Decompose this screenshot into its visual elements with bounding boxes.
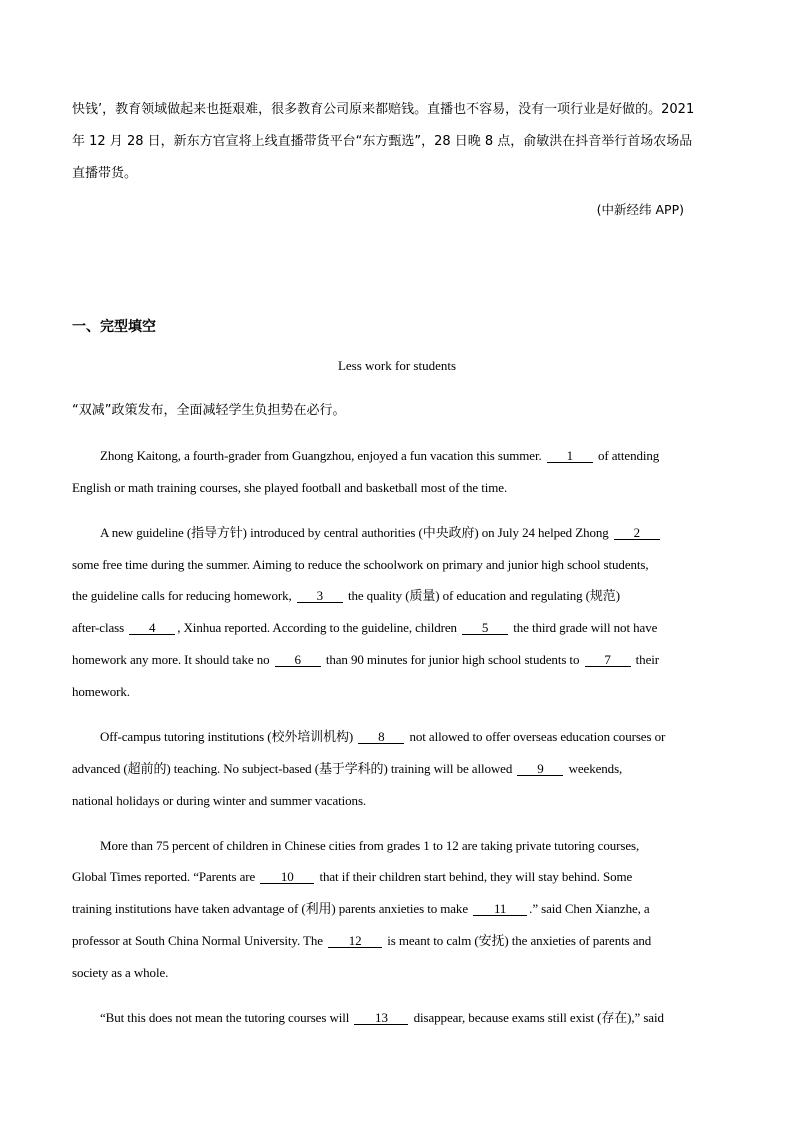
source-attribution: (中新经纬 APP) [596, 202, 684, 217]
blank-13: 13 [354, 1011, 408, 1025]
blank-7: 7 [585, 653, 631, 667]
p4-line-2: Global Times reported. “Parents are 10 that if their children start behind, they will stay behind. Some [72, 869, 633, 884]
p3-line-2: advanced (超前的) teaching. No subject-based (基于学科的) training will be allowed 9 weekends, [72, 761, 623, 776]
p2-line-5: homework any more. It should take no 6 than 90 minutes for junior high school students to 7 their [72, 652, 659, 667]
p1-line-2: English or math training courses, she played football and basketball most of the time. [72, 480, 508, 495]
blank-8: 8 [358, 730, 404, 744]
blank-3: 3 [297, 589, 343, 603]
p4-line-1: More than 75 percent of children in Chinese cities from grades 1 to 12 are taking private tutoring courses, [100, 838, 640, 853]
blank-2: 2 [614, 526, 660, 540]
p4-line-5: society as a whole. [72, 965, 169, 980]
blank-1: 1 [547, 449, 593, 463]
p2-line-4: after-class 4 , Xinhua reported. According to the guideline, children 5 the third grade will not have [72, 620, 658, 635]
p4-line-3: training institutions have taken advantage of (利用) parents anxieties to make 11 .” said Chen Xianzhe, a [72, 901, 650, 916]
passage-title: Less work for students [337, 358, 457, 373]
top-paragraph-line-3: 直播带货。 [72, 166, 138, 181]
blank-9: 9 [517, 762, 563, 776]
p3-line-3: national holidays or during winter and summer vacations. [72, 793, 367, 808]
p2-line-3: the guideline calls for reducing homework, 3 the quality (质量) of education and regulating (规范) [72, 588, 620, 603]
p4-line-4: professor at South China Normal University. The 12 is meant to calm (安抚) the anxieties of parents and [72, 933, 652, 948]
blank-6: 6 [275, 653, 321, 667]
p5-line-1: “But this does not mean the tutoring courses will 13 disappear, because exams still exist (存在),” said [100, 1010, 664, 1025]
p2-line-2: some free time during the summer. Aiming to reduce the schoolwork on primary and junior high school students, [72, 557, 649, 572]
blank-11: 11 [473, 902, 527, 916]
top-paragraph-line-1: 快钱’，教育领域做起来也挺艰难，很多教育公司原来都赔钱。直播也不容易，没有一项行业是好做的。2021 [72, 102, 695, 117]
section-heading: 一、完型填空 [72, 319, 156, 335]
passage-intro: “双减”政策发布，全面减轻学生负担势在必行。 [72, 403, 346, 418]
blank-4: 4 [129, 621, 175, 635]
p2-line-1: A new guideline (指导方针) introduced by central authorities (中央政府) on July 24 helped Zhong 2 [100, 525, 662, 541]
blank-5: 5 [462, 621, 508, 635]
top-paragraph-line-2: 年 12 月 28 日，新东方官宣将上线直播带货平台“东方甄选”，28 日晚 8 点，俞敏洪在抖音举行首场农场品 [72, 134, 693, 149]
p3-line-1: Off-campus tutoring institutions (校外培训机构) 8 not allowed to offer overseas education courses or [100, 729, 666, 744]
p2-line-6: homework. [72, 684, 130, 699]
p1-line-1: Zhong Kaitong, a fourth-grader from Guangzhou, enjoyed a fun vacation this summer. 1 of attending [100, 448, 660, 463]
blank-12: 12 [328, 934, 382, 948]
blank-10: 10 [260, 870, 314, 884]
